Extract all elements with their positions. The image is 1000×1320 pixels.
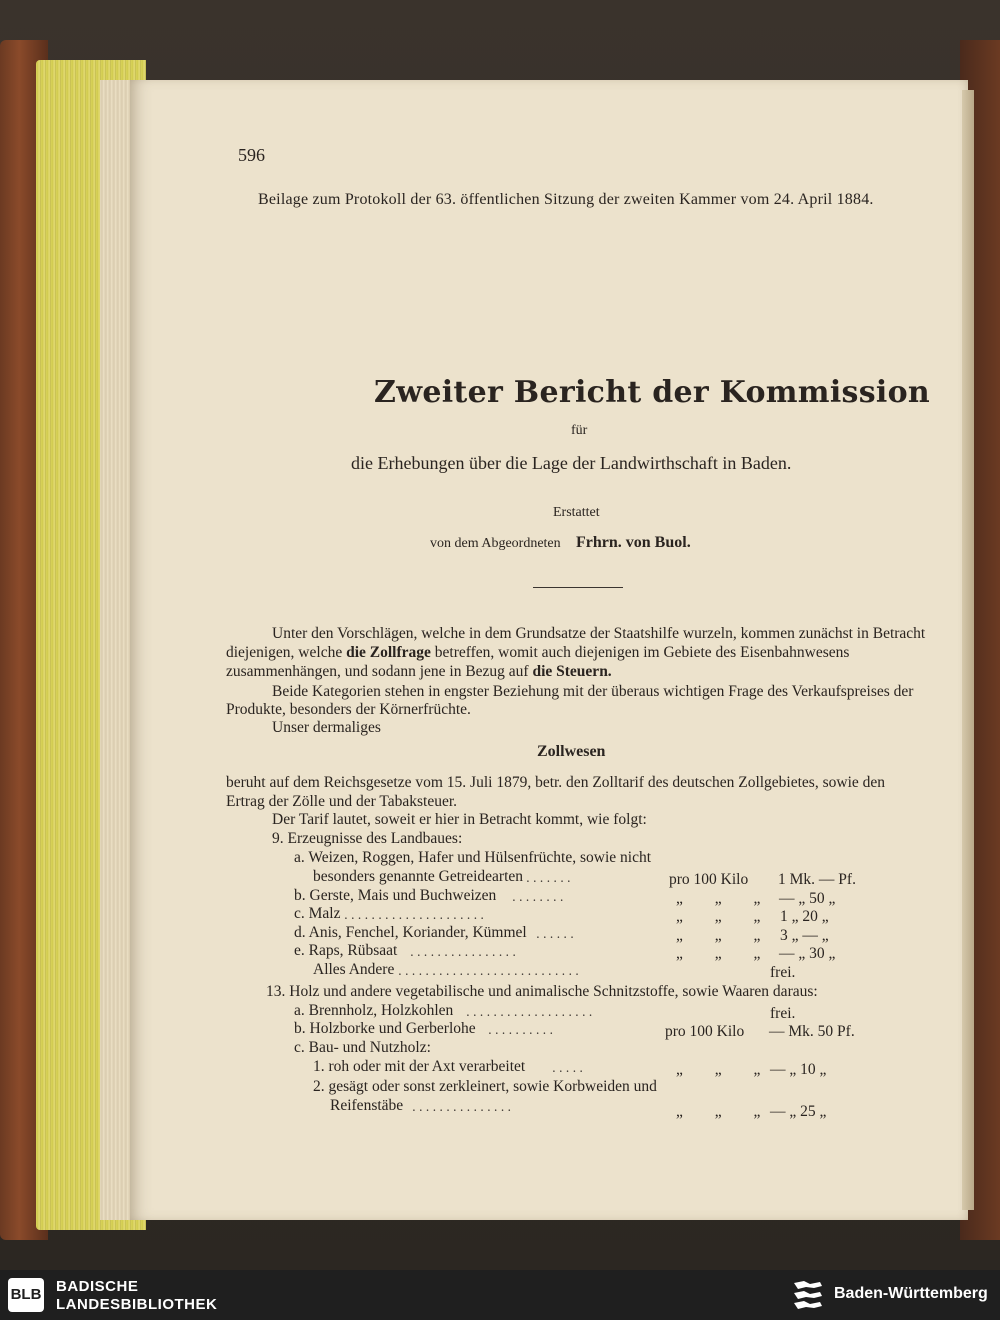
baden-wuerttemberg-lions-icon[interactable] xyxy=(790,1277,826,1313)
tariff-item-e-unit: „ „ „ xyxy=(676,945,775,962)
tariff-item-holz-a: a. Brennholz, Holzkohlen xyxy=(294,1002,454,1019)
zoll-line-2: Ertrag der Zölle und der Tabaksteuer. xyxy=(226,793,458,810)
tariff-item-b: b. Gerste, Mais und Buchweizen xyxy=(294,887,497,904)
tariff-item-holz-c1-price: — „ 10 „ xyxy=(770,1061,827,1078)
page-right-edge xyxy=(962,90,974,1210)
tariff-item-holz-c1: 1. roh oder mit der Axt verarbeitet xyxy=(313,1058,526,1075)
tariff-item-b-unit: „ „ „ xyxy=(676,890,775,907)
tariff-item-c-price: 1 „ 20 „ xyxy=(780,908,829,925)
intro-line-3 xyxy=(226,664,612,680)
running-head: Beilage zum Protokoll der 63. öffentlichen Sitzung der zweiten Kammer vom 24. April 1884. xyxy=(258,191,874,208)
tariff-item-d: d. Anis, Fenchel, Koriander, Kümmel xyxy=(294,924,527,941)
leader-dots: ........................... xyxy=(398,964,582,978)
tariff-item-f: Alles Andere xyxy=(313,961,395,978)
tariff-item-e-price: — „ 30 „ xyxy=(779,945,836,962)
intro-line-2-c: betreffen, womit auch diejenigen im Gebiete des Eisenbahnwesens xyxy=(434,644,850,661)
tariff-item-d-price: 3 „ — „ xyxy=(780,927,829,944)
author-prefix: von dem Abgeordneten xyxy=(430,536,561,551)
tariff-item-holz-c2-price: — „ 25 „ xyxy=(770,1103,827,1120)
divider-rule xyxy=(533,587,623,588)
intro-line-3-a: zusammenhängen, und sodann jene in Bezug auf xyxy=(226,663,529,680)
title-fuer: für xyxy=(571,423,588,438)
intro-line-6: Unser dermaliges xyxy=(272,719,381,736)
erstattet-label: Erstattet xyxy=(553,505,600,520)
tariff-item-c: c. Malz xyxy=(294,905,341,922)
tariff-item-holz-b-unit: pro 100 Kilo xyxy=(665,1023,745,1040)
intro-line-2-a: diejenigen, welche xyxy=(226,644,343,661)
leader-dots: ..................... xyxy=(344,908,488,922)
tariff-item-holz-c1-unit: „ „ „ xyxy=(676,1061,775,1078)
tariff-item-e: e. Raps, Rübsaat xyxy=(294,942,398,959)
tariff-item-a-price: 1 Mk. — Pf. xyxy=(778,871,856,888)
tariff-item-holz-c2-line-2: Reifenstäbe xyxy=(330,1097,404,1114)
intro-line-4: Beide Kategorien stehen in engster Beziehung mit der überaus wichtigen Frage des Verkaufspreises der xyxy=(272,683,914,700)
page-title: Zweiter Bericht der Kommission xyxy=(374,375,931,410)
tariff-item-holz-c2-unit: „ „ „ xyxy=(676,1103,775,1120)
baden-wuerttemberg-label[interactable]: Baden-Württemberg xyxy=(834,1285,988,1302)
leader-dots: ........ xyxy=(512,890,567,904)
leader-dots: ...... xyxy=(536,927,577,941)
tariff-item-b-price: — „ 50 „ xyxy=(779,890,836,907)
title-subtitle: die Erhebungen über die Lage der Landwirthschaft in Baden. xyxy=(351,453,792,473)
tariff-item-f-price: frei. xyxy=(770,964,796,981)
intro-line-2 xyxy=(226,645,849,661)
zoll-line-1: beruht auf dem Reichsgesetze vom 15. Juli 1879, betr. den Zolltarif des deutschen Zollgebietes, sowie den xyxy=(226,774,886,791)
leader-dots: ................ xyxy=(410,945,520,959)
tariff-item-a-line-2: besonders genannte Getreidearten xyxy=(313,868,524,885)
tariff-group-13: 13. Holz und andere vegetabilische und animalische Schnitzstoffe, sowie Waaren daraus: xyxy=(266,983,818,1000)
tariff-item-holz-a-price: frei. xyxy=(770,1005,796,1022)
leader-dots: ............... xyxy=(412,1100,515,1114)
page-number: 596 xyxy=(238,145,265,165)
author-name: Frhrn. von Buol. xyxy=(576,534,691,551)
footer-bar xyxy=(0,1270,1000,1320)
intro-emphasis-steuern: die Steuern. xyxy=(532,663,612,680)
blb-logo[interactable]: BLB xyxy=(8,1278,44,1312)
intro-line-1: Unter den Vorschlägen, welche in dem Grundsatze der Staatshilfe wurzeln, kommen zunächst in Betracht xyxy=(272,625,926,642)
leader-dots: ................... xyxy=(466,1005,596,1019)
leader-dots: .......... xyxy=(488,1023,557,1037)
tariff-item-holz-c: c. Bau- und Nutzholz: xyxy=(294,1039,431,1056)
tariff-group-9: 9. Erzeugnisse des Landbaues: xyxy=(272,830,463,847)
library-name-line-2[interactable]: LANDESBIBLIOTHEK xyxy=(56,1296,218,1313)
tariff-item-c-unit: „ „ „ xyxy=(676,908,775,925)
tariff-item-holz-b: b. Holzborke und Gerberlohe xyxy=(294,1020,476,1037)
section-heading: Zollwesen xyxy=(537,743,606,760)
tariff-item-a-line-1: a. Weizen, Roggen, Hafer und Hülsenfrüchte, sowie nicht xyxy=(294,849,652,866)
tariff-item-holz-c2-line-1: 2. gesägt oder sonst zerkleinert, sowie Korbweiden und xyxy=(313,1078,657,1095)
leader-dots: ....... xyxy=(526,871,574,885)
tariff-item-a-unit: pro 100 Kilo xyxy=(669,871,749,888)
zoll-line-3: Der Tarif lautet, soweit er hier in Betracht kommt, wie folgt: xyxy=(272,811,647,828)
leader-dots: ..... xyxy=(552,1061,587,1075)
tariff-item-holz-b-price: — Mk. 50 Pf. xyxy=(769,1023,855,1040)
intro-emphasis-zollfrage: die Zollfrage xyxy=(346,644,431,661)
intro-line-5: Produkte, besonders der Körnerfrüchte. xyxy=(226,701,471,718)
library-name-line-1[interactable]: BADISCHE xyxy=(56,1278,139,1295)
tariff-item-d-unit: „ „ „ xyxy=(676,927,775,944)
